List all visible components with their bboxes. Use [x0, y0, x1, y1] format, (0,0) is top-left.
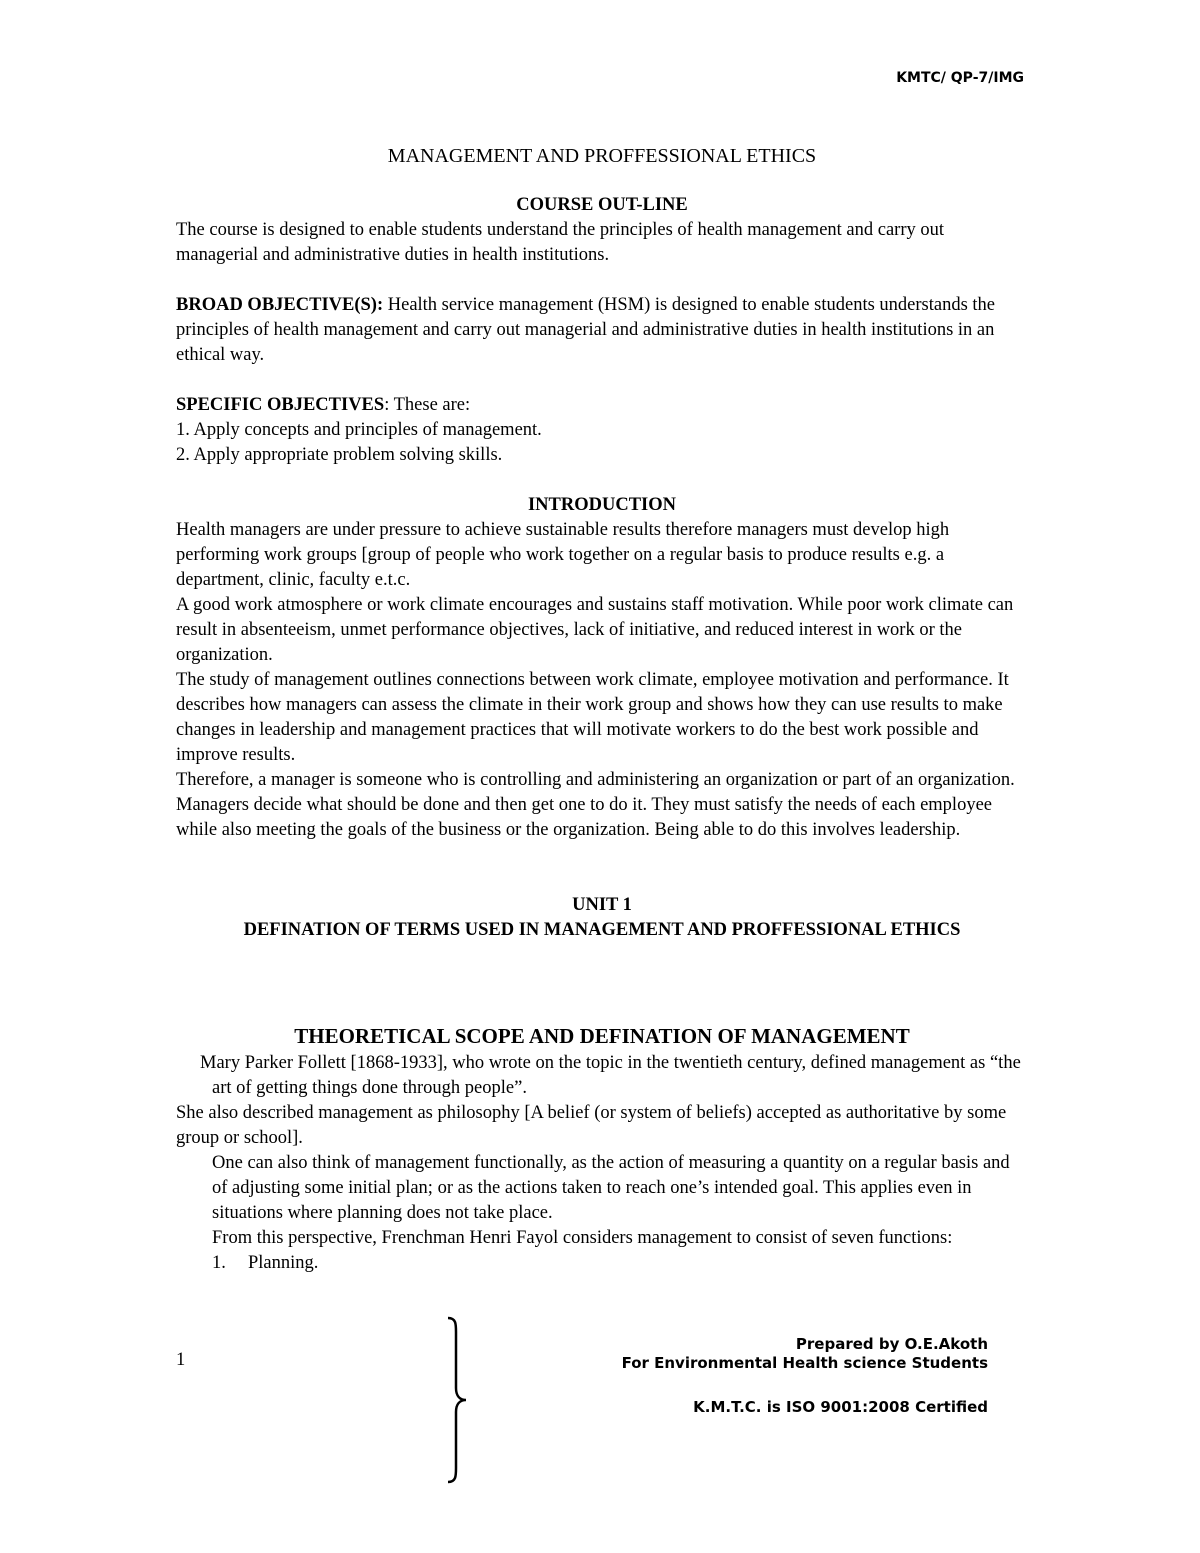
- footer: [622, 1335, 988, 1417]
- introduction-paragraph: Health managers are under pressure to achieve sustainable results therefore managers must develop high performing work groups [group of people who work together on a regular basis to produce results e.g. a department, clinic, faculty e.t.c.: [176, 520, 950, 590]
- certification: K.M.T.C. is ISO 9001:2008 Certified: [693, 1398, 988, 1416]
- function-list-item: [176, 1251, 1028, 1276]
- broad-objective-text: Health service management (HSM) is designed to enable students understands the principles of health management and carry out managerial and administrative duties in health institutions in an ethical way.: [176, 295, 996, 365]
- theoretical-paragraph-3: One can also think of management functionally, as the action of measuring a quantity on a regular basis and of adjusting some initial plan; or as the actions taken to reach one’s intended goal. This applies even in situations where planning does not take place.: [212, 1153, 1010, 1223]
- list-number: 1.: [212, 1253, 226, 1273]
- specific-objective-item: 2. Apply appropriate problem solving skills.: [176, 445, 503, 465]
- curly-brace-icon: [446, 1316, 470, 1484]
- broad-objective: [176, 293, 1028, 368]
- theoretical-heading: THEORETICAL SCOPE AND DEFINATION OF MANAGEMENT: [294, 1024, 910, 1048]
- list-text: Planning.: [248, 1253, 319, 1273]
- prepared-by: Prepared by O.E.Akoth: [795, 1335, 988, 1353]
- introduction-paragraph: The study of management outlines connections between work climate, employee motivation and performance. It describes how managers can assess the climate in their work group and shows how they can use results to make changes in leadership and management practices that will motivate workers to do the best work possible and improve results.: [176, 670, 1009, 765]
- document-title: MANAGEMENT AND PROFFESSIONAL ETHICS: [387, 145, 817, 167]
- theoretical-paragraph-1: Mary Parker Follett [1868-1933], who wrote on the topic in the twentieth century, defined management as “the art of getting things done through people”.: [200, 1053, 1021, 1098]
- broad-objective-label: BROAD OBJECTIVE(S):: [176, 295, 384, 315]
- course-outline-heading: COURSE OUT-LINE: [516, 195, 688, 215]
- for-students: For Environmental Health science Students: [621, 1354, 988, 1372]
- theoretical-paragraph-4: From this perspective, Frenchman Henri Fayol considers management to consist of seven functions:: [212, 1228, 953, 1248]
- introduction-paragraph: A good work atmosphere or work climate encourages and sustains staff motivation. While poor work climate can result in absenteeism, unmet performance objectives, lack of initiative, and reduced interest in work or the organization.: [176, 595, 1014, 665]
- main-content: [176, 141, 1028, 1276]
- specific-objectives-text: : These are:: [384, 395, 471, 415]
- specific-objectives: [176, 393, 1028, 418]
- document-code: KMTC/ QP-7/IMG: [896, 70, 1024, 86]
- unit-heading: UNIT 1: [572, 895, 632, 915]
- page-number: 1: [176, 1350, 186, 1370]
- specific-objective-item: 1. Apply concepts and principles of management.: [176, 420, 542, 440]
- course-outline-text: The course is designed to enable students understand the principles of health management and carry out managerial and administrative duties in health institutions.: [176, 220, 945, 265]
- specific-objectives-label: SPECIFIC OBJECTIVES: [176, 395, 385, 415]
- unit-subheading: DEFINATION OF TERMS USED IN MANAGEMENT AND PROFFESSIONAL ETHICS: [243, 920, 961, 940]
- introduction-heading: INTRODUCTION: [527, 495, 677, 515]
- theoretical-paragraph-2: She also described management as philosophy [A belief (or system of beliefs) accepted as authoritative by some group or school].: [176, 1103, 1007, 1148]
- introduction-paragraph: Therefore, a manager is someone who is controlling and administering an organization or part of an organization. Managers decide what should be done and then get one to do it. They must satisfy the needs of each employee while also meeting the goals of the business or the organization. Being able to do this involves leadership.: [176, 770, 1015, 840]
